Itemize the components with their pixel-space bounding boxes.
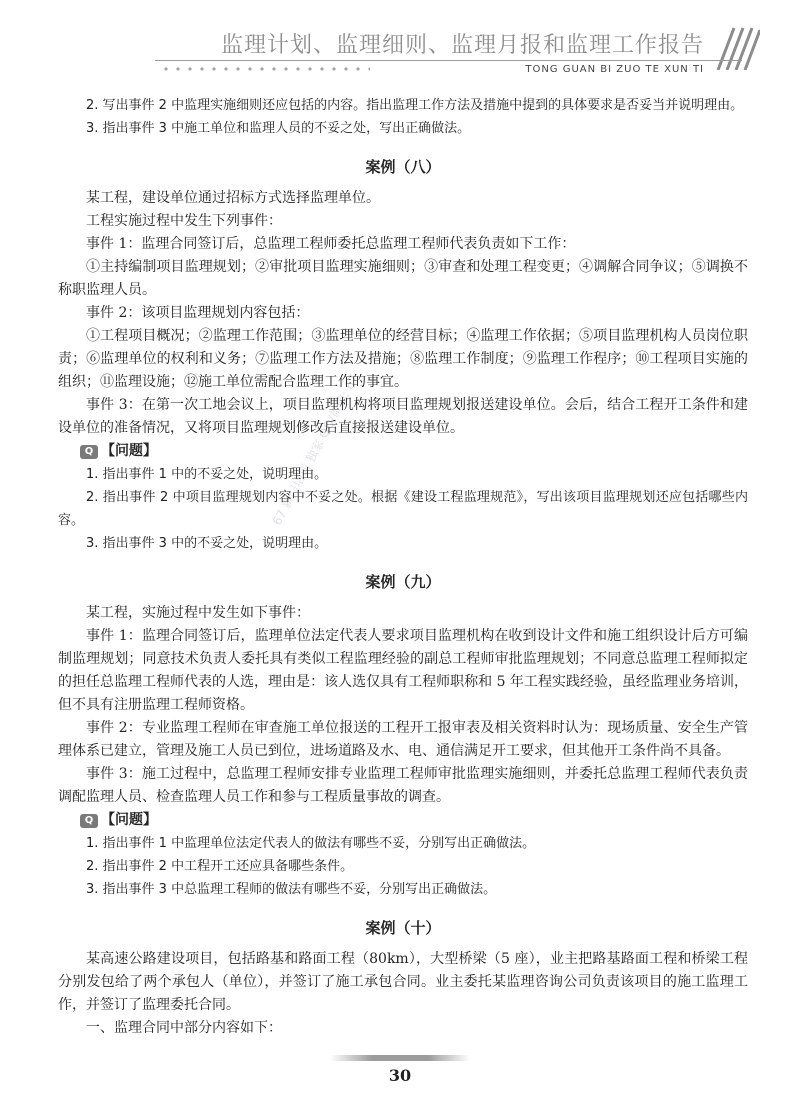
case-9-title: 案例（九） (365, 573, 441, 591)
intro-question: 3. 指出事件 3 中施工单位和监理人员的不妥之处，写出正确做法。 (86, 121, 471, 136)
header-subtitle: TONG GUAN BI ZUO TE XUN TI (525, 64, 704, 75)
header-title: 监理计划、监理细则、监理月报和监理工作报告 (220, 33, 704, 58)
case-10-paragraph: 某高速公路建设项目，包括路基和路面工程（80km），大型桥梁（5 座），业主把路基路面工程和桥梁工程分别发包给了两个承包人（单位），并签订了施工承包合同。业主委托某监理咨询公司负责该项目的施工监理工作，并签订了监理委托合同。 (58, 951, 748, 1013)
case-9-question: 2. 指出事件 2 中工程开工还应具备哪些条件。 (86, 859, 354, 874)
case-8-paragraph: 事件 3：在第一次工地会议上，项目监理机构将项目监理规划报送建设单位。会后，结合工程开工条件和建设单位的准备情况，又将项目监理规划修改后直接报送建设单位。 (58, 397, 748, 436)
page-content (58, 94, 748, 1040)
question-icon: Q (80, 445, 98, 459)
case-8-paragraph: 事件 1：监理合同签订后，总监理工程师委托总监理工程师代表负责如下工作： (86, 236, 576, 252)
case-8-question-heading (58, 440, 748, 463)
case-8-paragraph: 某工程，建设单位通过招标方式选择监理单位。 (86, 190, 380, 206)
question-heading-label: 【问题】 (101, 812, 157, 828)
page-footer (0, 1050, 800, 1100)
case-9-paragraph: 事件 1：监理合同签订后，监理单位法定代表人要求项目监理机构在收到设计文件和施工组织设计后方可编制监理规划；同意技术负责人委托具有类似工程监理经验的副总工程师审批监理规划；不同意总监理工程师拟定的担任总监理工程师代表的人选，理由是：该人选仅具有工程师职称和 5 年工程实践经验，虽经监理业务培训，但不具有注册监理工程师资格。 (58, 628, 748, 713)
header-rule (155, 60, 742, 61)
page-number: 30 (388, 1066, 412, 1085)
case-10-title: 案例（十） (365, 919, 441, 937)
case-10-paragraph: 一、监理合同中部分内容如下： (86, 1020, 282, 1036)
case-8-question: 2. 指出事件 2 中项目监理规划内容中不妥之处。根据《建设工程监理规范》，写出该项目监理规划还应包括哪些内容。 (58, 490, 748, 528)
case-9-paragraph: 事件 2：专业监理工程师在审查施工单位报送的工程开工报审表及相关资料时认为：现场质量、安全生产管理体系已建立，管理及施工人员已到位，进场道路及水、电、通信满足开工要求，但其他开工条件尚不具备。 (58, 720, 748, 759)
case-9-question-heading (58, 809, 748, 832)
watermark: 67 新门培训 独家 QQ/微信: 67 (269, 371, 362, 528)
header-dot-decoration (160, 66, 370, 72)
case-8-question: 3. 指出事件 3 中的不妥之处，说明理由。 (86, 536, 328, 551)
question-heading-label: 【问题】 (101, 443, 157, 459)
case-9-paragraph: 某工程，实施过程中发生如下事件： (86, 605, 310, 621)
footer-bar (330, 1055, 470, 1061)
header-slash-decoration (712, 26, 760, 70)
case-9-question: 3. 指出事件 3 中总监理工程师的做法有哪些不妥，分别写出正确做法。 (86, 882, 497, 897)
page-header (0, 0, 800, 92)
case-8-paragraph: 事件 2：该项目监理规划内容包括： (86, 305, 310, 321)
question-icon: Q (80, 814, 98, 828)
case-8-paragraph: 工程实施过程中发生下列事件： (86, 213, 282, 229)
case-8-paragraph: ①主持编制项目监理规划；②审批项目监理实施细则；③审查和处理工程变更；④调解合同争议；⑤调换不称职监理人员。 (58, 259, 748, 298)
case-9-paragraph: 事件 3：施工过程中，总监理工程师安排专业监理工程师审批监理实施细则，并委托总监理工程师代表负责调配监理人员、检查监理人员工作和参与工程质量事故的调查。 (58, 766, 748, 805)
case-9-question: 1. 指出事件 1 中监理单位法定代表人的做法有哪些不妥，分别写出正确做法。 (86, 836, 536, 851)
case-8-question: 1. 指出事件 1 中的不妥之处，说明理由。 (86, 467, 328, 482)
intro-question: 2. 写出事件 2 中监理实施细则还应包括的内容。指出监理工作方法及措施中提到的具体要求是否妥当并说明理由。 (86, 98, 744, 113)
case-8-title: 案例（八） (365, 158, 441, 176)
case-8-paragraph: ①工程项目概况；②监理工作范围；③监理单位的经营目标；④监理工作依据；⑤项目监理机构人员岗位职责；⑥监理单位的权利和义务；⑦监理工作方法及措施；⑧监理工作制度；⑨监理工作程序；⑩工程项目实施的组织；⑪监理设施；⑫施工单位需配合监理工作的事宜。 (58, 328, 748, 390)
